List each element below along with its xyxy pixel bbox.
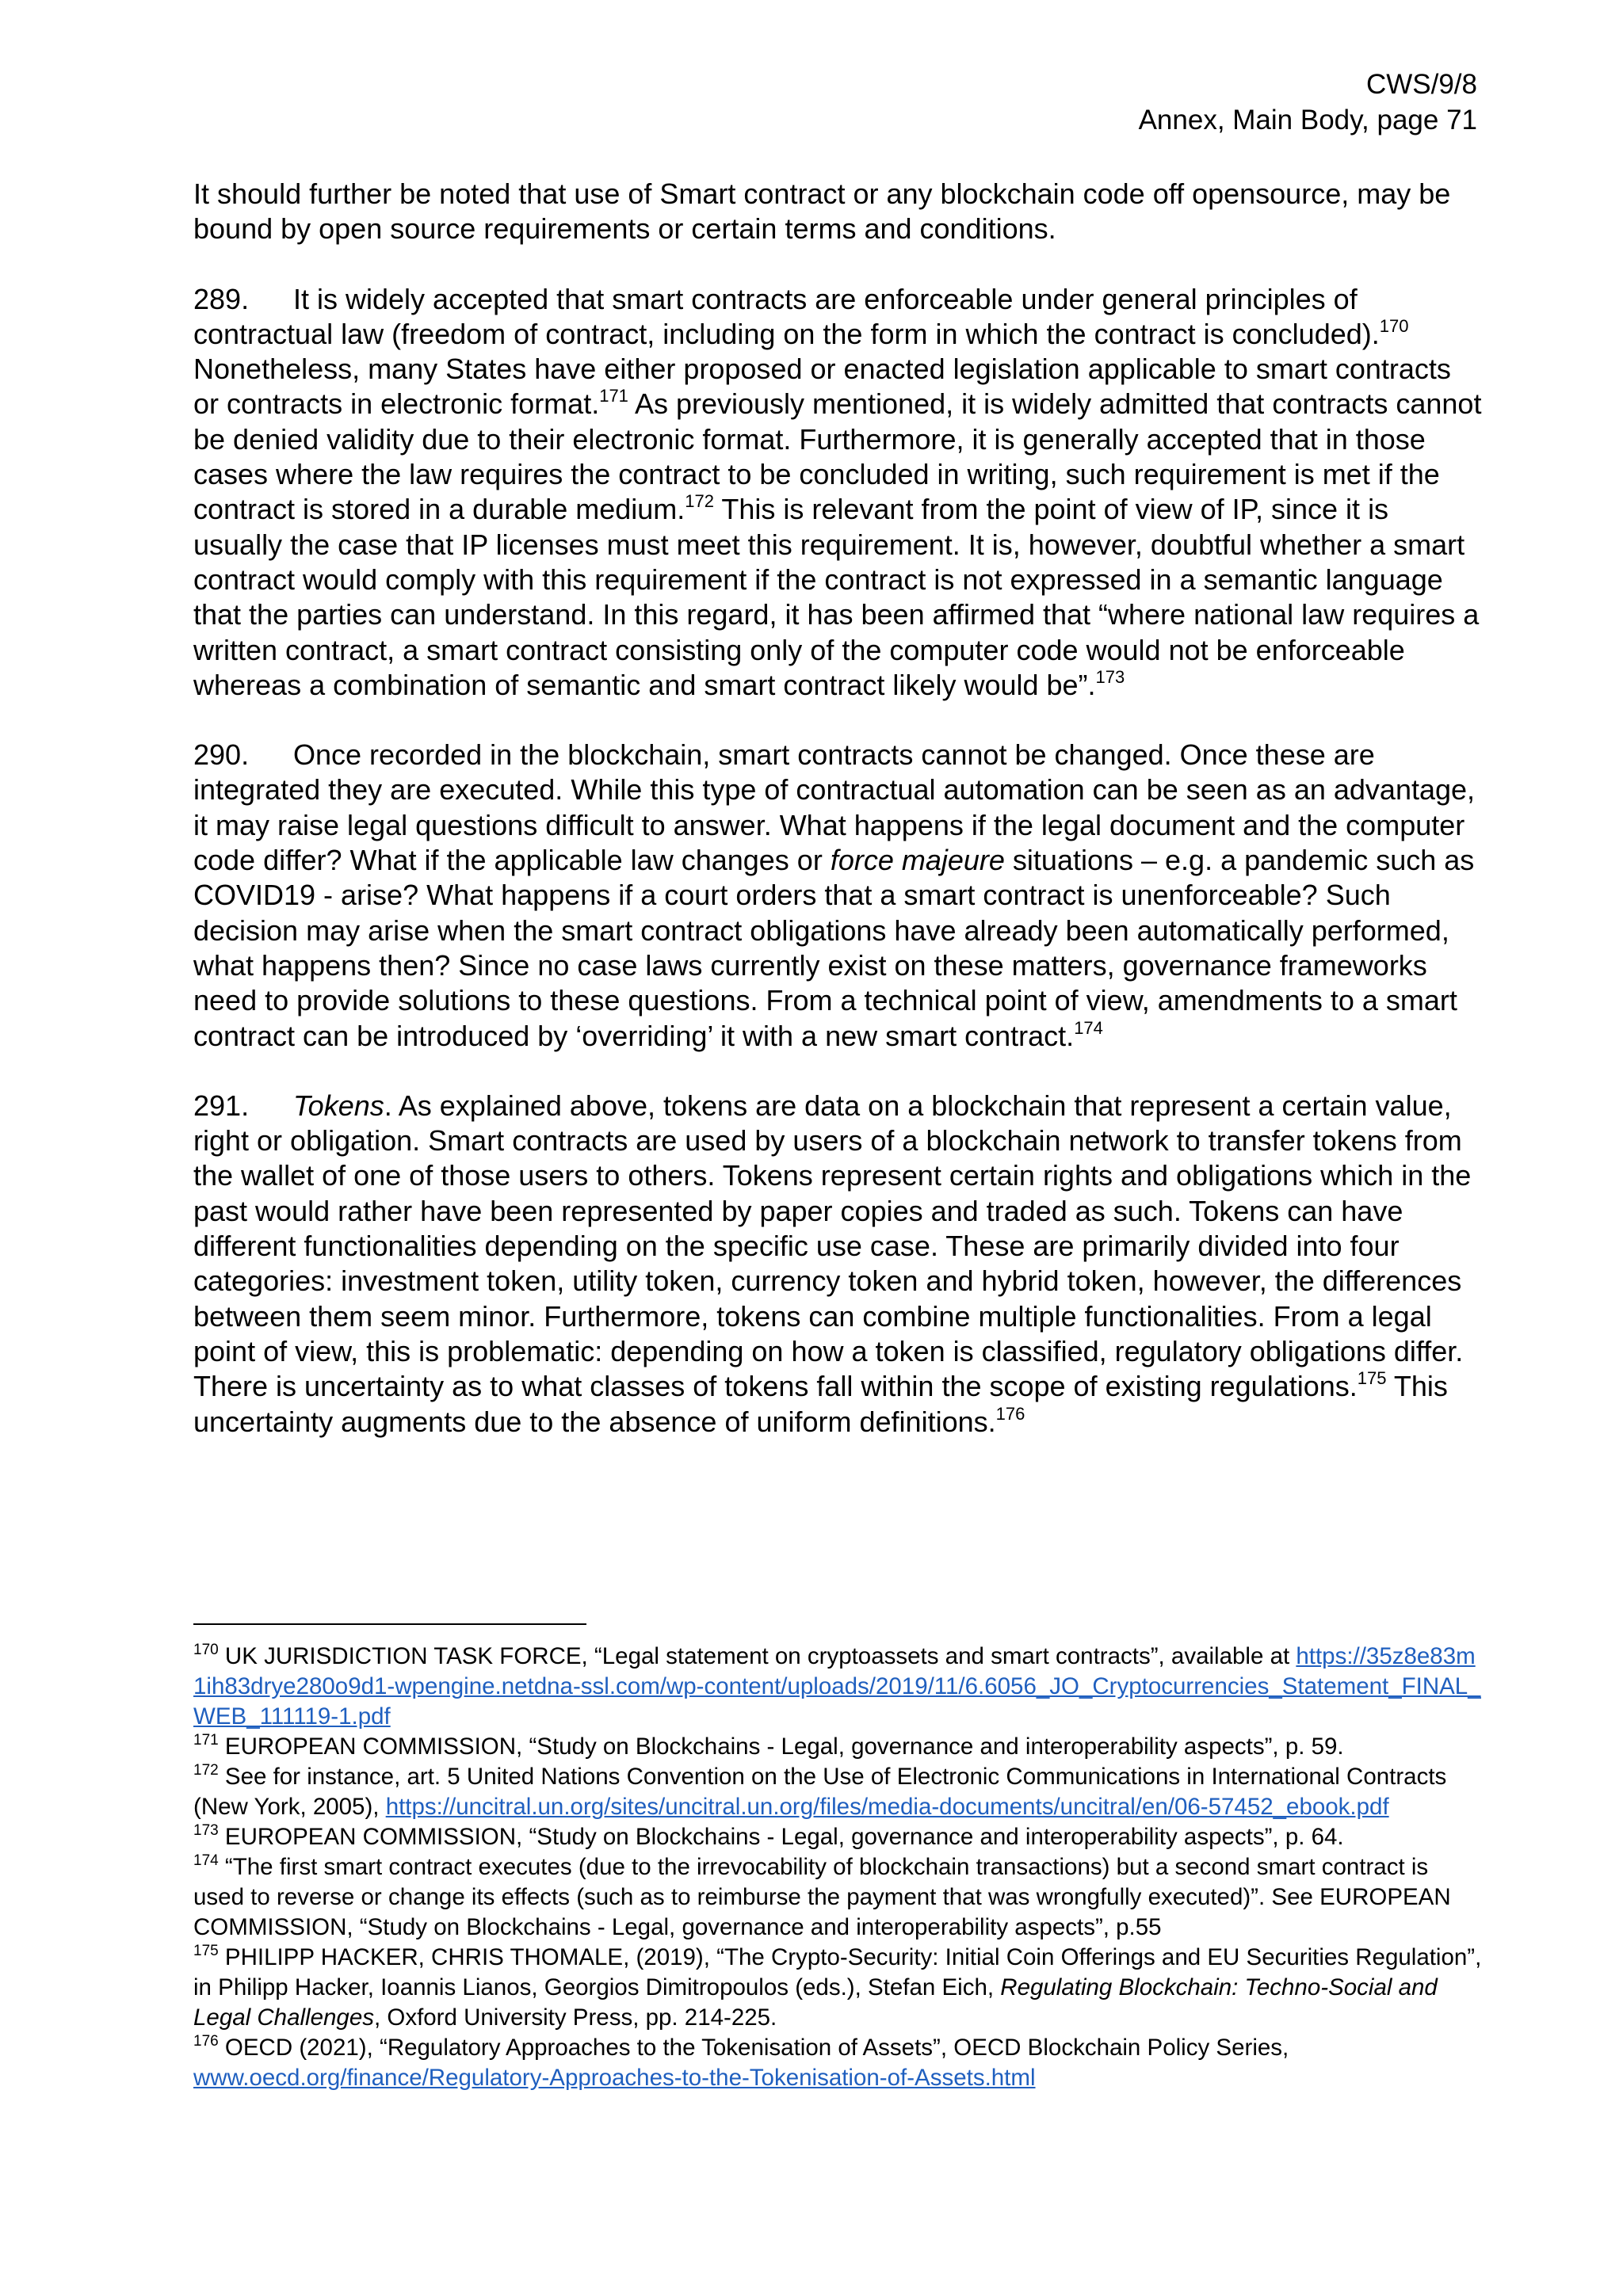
footnote-text: EUROPEAN COMMISSION, “Study on Blockchains - Legal, governance and interoperability aspects”, p. 59. [218, 1733, 1344, 1760]
footnote-number: 173 [193, 1822, 219, 1839]
footnote-number: 176 [193, 2033, 219, 2050]
book-title: Regulating Blockchain: Techno-Social and Legal Challenges [193, 1974, 1438, 2031]
paragraph-text: . As explained above, tokens are data on a blockchain that represent a certain value, right or obligation. Smart contracts are used by users of a blockchain network to transfer tokens from the wallet of one of those users to others. Tokens represent certain rights and obligations which in the past would rather have been represented by paper copies and traded as such. Tokens can have different functionalities depending on the specific use case. These are primarily divided into four categories: investment token, utility token, currency token and hybrid token, however, the differences between them seem minor. Furthermore, tokens can combine multiple functionalities. From a legal point of view, this is problematic: depending on how a token is classified, regulatory obligations differ. There is uncertainty as to what classes of tokens fall within the scope of existing regulations. [193, 1089, 1472, 1403]
page-label: Annex, Main Body, page 71 [1138, 105, 1477, 135]
paragraph-number: 289. [193, 282, 250, 315]
footnote-ref-170[interactable]: 170 [1379, 315, 1409, 336]
footnote-link[interactable]: https://35z8e83m1ih83drye280o9d1-wpengine.netdna-ssl.com/wp-content/uploads/2019/11/6.6056_JO_Cryptocurrencies_Statement_FINAL_WEB_111119-1.pdf [193, 1643, 1481, 1730]
footnote-173 [193, 1822, 1485, 1852]
paragraph-text: As previously mentioned, it is widely admitted that contracts cannot be denied validity due to their electronic format. Furthermore, it is generally accepted that in those cases where the law requires the contract to be concluded in writing, such requirement is met if the contract is stored in a durable medium. [193, 387, 1482, 526]
paragraph-text: It is widely accepted that smart contracts are enforceable under general principles of contractual law (freedom of contract, including on the form in which the contract is concluded). [193, 282, 1380, 350]
footnote-text: OECD (2021), “Regulatory Approaches to the Tokenisation of Assets”, OECD Blockchain Policy Series, [218, 2035, 1289, 2061]
footnote-ref-175[interactable]: 175 [1357, 1368, 1387, 1389]
footnote-link[interactable]: www.oecd.org/finance/Regulatory-Approaches-to-the-Tokenisation-of-Assets.html [193, 2065, 1036, 2091]
footnote-text: PHILIPP HACKER, CHRIS THOMALE, (2019), “The Crypto-Security: Initial Coin Offerings and EU Securities Regulation”, in Philipp Hacker, Ioannis Lianos, Georgios Dimitropoulos (eds.), Stefan Eich, [193, 1944, 1482, 2000]
paragraph-number: 291. [193, 1089, 250, 1122]
footnote-number: 175 [193, 1943, 219, 1959]
footnote-link[interactable]: https://uncitral.un.org/sites/uncitral.un.org/files/media-documents/uncitral/en/06-57452_ebook.pdf [385, 1794, 1389, 1820]
paragraph-text: Nonetheless, many States have either proposed or enacted legislation applicable to smart contracts or contracts in electronic format. [193, 353, 1451, 421]
paragraph-text: This uncertainty augments due to the absence of uniform definitions. [193, 1370, 1448, 1438]
main-body [193, 177, 1482, 1474]
intro-paragraph [193, 177, 1482, 247]
paragraph-text: Once recorded in the blockchain, smart contracts cannot be changed. Once these are integrated they are executed. While this type of contractual automation can be seen as an advantage, it may raise legal questions difficult to answer. What happens if the legal document and the computer code differ? What if the applicable law changes or [193, 738, 1476, 877]
document-code: CWS/9/8 [1365, 69, 1477, 100]
footnote-text: “The first smart contract executes (due to the irrevocability of blockchain transactions) but a second smart contract is used to reverse or change its effects (such as to reimburse the payment that was wrongfully executed)”. See EUROPEAN COMMISSION, “Study on Blockchains - Legal, governance and interoperability aspects”, p.55 [193, 1854, 1451, 1940]
footnote-text: See for instance, art. 5 United Nations Convention on the Use of Electronic Communications in International Contracts (New York, 2005), [193, 1764, 1447, 1820]
footnote-ref-171[interactable]: 171 [599, 386, 628, 406]
footnote-number: 172 [193, 1762, 219, 1779]
page-header [1139, 67, 1477, 138]
footnote-176 [193, 2033, 1485, 2093]
footnote-175 [193, 1943, 1485, 2033]
footnotes [193, 1642, 1485, 2093]
footnote-ref-176[interactable]: 176 [995, 1403, 1025, 1424]
footnote-number: 170 [193, 1642, 219, 1658]
paragraph-text: This is relevant from the point of view of IP, since it is usually the case that IP licenses must meet this requirement. It is, however, doubtful whether a smart contract would comply with this requirement if the contract is not expressed in a semantic language that the parties can understand. In this regard, it has been affirmed that “where national law requires a written contract, a smart contract consisting only of the computer code would not be enforceable whereas a combination of semantic and smart contract likely would be”. [193, 493, 1480, 701]
footnote-174 [193, 1852, 1485, 1943]
paragraph-number: 290. [193, 738, 250, 772]
footnote-number: 171 [193, 1732, 219, 1749]
paragraph-290 [193, 738, 1482, 1054]
intro-text: It should further be noted that use of Smart contract or any blockchain code off opensource, may be bound by open source requirements or certain terms and conditions. [193, 177, 1451, 246]
footnote-171 [193, 1732, 1485, 1762]
footnote-ref-174[interactable]: 174 [1074, 1017, 1103, 1038]
footnote-number: 174 [193, 1852, 219, 1869]
italic-term: Tokens [293, 1089, 384, 1122]
footnote-separator [193, 1623, 586, 1625]
paragraph-291 [193, 1089, 1482, 1440]
paragraph-text: situations – e.g. a pandemic such as COVID19 - arise? What happens if a court orders that a smart contract is unenforceable? Such decision may arise when the smart contract obligations have already been automatically performed, what happens then? Since no case laws currently exist on these matters, governance frameworks need to provide solutions to these questions. From a technical point of view, amendments to a smart contract can be introduced by ‘overriding’ it with a new smart contract. [193, 844, 1475, 1052]
footnote-ref-173[interactable]: 173 [1095, 666, 1125, 687]
italic-term: force majeure [830, 844, 1005, 877]
paragraph-289 [193, 282, 1482, 704]
footnote-172 [193, 1762, 1485, 1822]
footnote-text: , Oxford University Press, pp. 214-225. [373, 2004, 777, 2031]
footnote-ref-172[interactable]: 172 [685, 491, 715, 512]
footnote-text: EUROPEAN COMMISSION, “Study on Blockchains - Legal, governance and interoperability aspects”, p. 64. [218, 1824, 1344, 1850]
footnote-170 [193, 1642, 1485, 1732]
footnote-text: UK JURISDICTION TASK FORCE, “Legal statement on cryptoassets and smart contracts”, available at [218, 1643, 1296, 1669]
